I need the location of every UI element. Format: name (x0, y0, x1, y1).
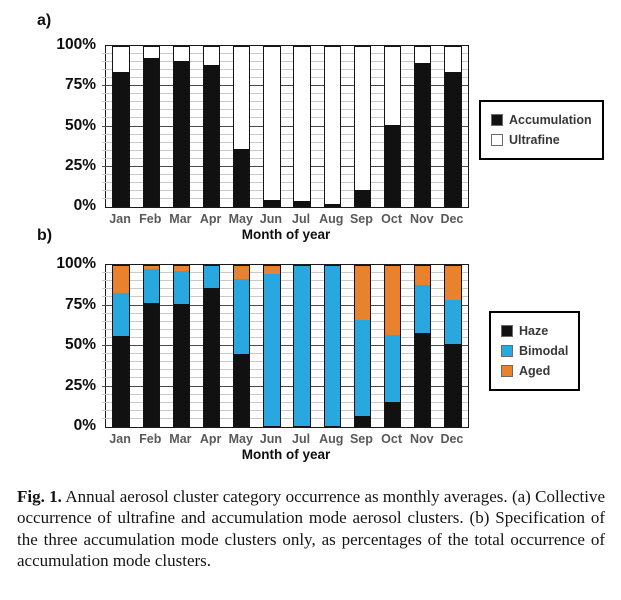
bar-segment-accumulation (113, 72, 128, 206)
bar-jun (263, 46, 280, 207)
legend-label-accumulation: Accumulation (509, 113, 592, 127)
x-tick-label-dec: Dec (440, 432, 464, 446)
bar-jun (263, 265, 280, 427)
bar-segment-ultrafine (385, 47, 400, 125)
bar-segment-bimodal (264, 274, 279, 426)
legend-item-ultrafine (491, 130, 592, 150)
x-tick-label-jan: Jan (109, 432, 131, 446)
bar-segment-aged (415, 266, 430, 285)
legend-swatch-haze (501, 325, 513, 337)
x-tick-label-nov: Nov (409, 432, 434, 446)
bar-segment-aged (264, 266, 279, 274)
bar-segment-ultrafine (445, 47, 460, 72)
legend-label-ultrafine: Ultrafine (509, 133, 560, 147)
bar-segment-accumulation (204, 65, 219, 207)
bar-segment-ultrafine (144, 47, 159, 58)
x-tick-label-oct: Oct (381, 212, 402, 226)
bar-segment-accumulation (234, 149, 249, 206)
bar-dec (444, 265, 461, 427)
x-tick-label-jun: Jun (259, 432, 283, 446)
bar-segment-ultrafine (174, 47, 189, 61)
bar-segment-aged (385, 266, 400, 335)
x-axis-title-a: Month of year (241, 227, 331, 242)
bar-segment-accumulation (144, 58, 159, 206)
bar-segment-bimodal (294, 266, 309, 426)
bar-segment-haze (415, 333, 430, 426)
x-tick-label-apr: Apr (199, 432, 222, 446)
y-tick-label-0: 0% (73, 197, 96, 214)
x-tick-label-may: May (228, 432, 253, 446)
bar-segment-bimodal (355, 320, 370, 416)
y-tick-label-25: 25% (64, 156, 96, 174)
bar-dec (444, 46, 461, 207)
bar-sep (354, 265, 371, 427)
bar-jan (112, 265, 129, 427)
bar-apr (203, 46, 220, 207)
bar-segment-accumulation (325, 204, 340, 206)
x-tick-label-aug: Aug (319, 212, 344, 226)
bar-segment-ultrafine (234, 47, 249, 149)
bar-segment-accumulation (264, 200, 279, 206)
x-tick-label-oct: Oct (381, 432, 402, 446)
legend-item-bimodal (501, 341, 568, 361)
x-axis-title-b: Month of year (241, 447, 331, 462)
bar-segment-bimodal (113, 293, 128, 336)
bar-segment-haze (174, 304, 189, 426)
caption-text: Annual aerosol cluster category occurrence as monthly averages. (a) Collective occurrence of ultrafine and accumulation mode aerosol clusters. (b) Specification of the three accumulation mode clusters only, as percentages of the total occurrence of accumulation mode clusters. (17, 487, 606, 571)
bar-segment-bimodal (144, 269, 159, 303)
legend-swatch-aged (501, 365, 513, 377)
bar-segment-haze (385, 402, 400, 426)
bar-segment-accumulation (174, 61, 189, 206)
bar-mar (173, 46, 190, 207)
y-tick-label-50: 50% (64, 336, 96, 353)
legend-label-aged: Aged (519, 364, 551, 378)
bar-may (233, 265, 250, 427)
x-tick-label-dec: Dec (440, 212, 464, 226)
bar-segment-ultrafine (264, 47, 279, 200)
bar-segment-accumulation (355, 190, 370, 206)
bar-segment-ultrafine (204, 47, 219, 64)
x-tick-label-mar: Mar (169, 212, 192, 226)
x-axis-a (105, 212, 467, 227)
bar-segment-aged (113, 266, 128, 293)
x-tick-label-sep: Sep (349, 432, 373, 446)
bar-segment-haze (113, 336, 128, 426)
bar-feb (143, 46, 160, 207)
x-tick-label-jan: Jan (109, 212, 131, 226)
y-tick-label-0: 0% (73, 417, 96, 434)
bar-segment-accumulation (415, 63, 430, 206)
panel-b-label: b) (37, 227, 53, 244)
bar-segment-aged (355, 266, 370, 320)
bar-segment-aged (234, 266, 249, 279)
y-tick-label-75: 75% (64, 295, 96, 313)
bar-apr (203, 265, 220, 427)
legend-b (489, 311, 580, 391)
bar-segment-accumulation (445, 72, 460, 206)
bar-sep (354, 46, 371, 207)
x-tick-label-sep: Sep (349, 212, 373, 226)
y-tick-label-100: 100% (56, 255, 96, 272)
x-tick-label-may: May (228, 212, 253, 226)
x-tick-label-feb: Feb (139, 212, 162, 226)
figure-caption (17, 486, 605, 572)
bar-segment-haze (204, 288, 219, 426)
x-tick-label-apr: Apr (199, 212, 222, 226)
y-tick-label-25: 25% (64, 376, 96, 394)
bar-segment-ultrafine (415, 47, 430, 63)
bar-aug (324, 46, 341, 207)
x-tick-label-jul: Jul (292, 432, 311, 446)
bar-mar (173, 265, 190, 427)
bar-may (233, 46, 250, 207)
bar-segment-bimodal (415, 285, 430, 333)
legend-swatch-accumulation (491, 114, 503, 126)
bar-segment-bimodal (234, 279, 249, 354)
bar-oct (384, 46, 401, 207)
bar-segment-bimodal (174, 271, 189, 305)
x-tick-label-jun: Jun (259, 212, 283, 226)
bar-jul (293, 46, 310, 207)
bar-nov (414, 265, 431, 427)
y-tick-label-75: 75% (64, 76, 96, 94)
bar-segment-bimodal (385, 335, 400, 402)
bar-jul (293, 265, 310, 427)
x-tick-label-feb: Feb (139, 432, 162, 446)
caption-figure-label: Fig. 1. (17, 487, 62, 506)
x-tick-label-jul: Jul (292, 212, 311, 226)
x-axis-b (105, 432, 467, 447)
legend-swatch-bimodal (501, 345, 513, 357)
bar-feb (143, 265, 160, 427)
bar-segment-bimodal (445, 300, 460, 345)
bar-jan (112, 46, 129, 207)
bar-nov (414, 46, 431, 207)
bar-oct (384, 265, 401, 427)
bar-segment-ultrafine (355, 47, 370, 190)
legend-a (479, 100, 604, 160)
bar-segment-ultrafine (294, 47, 309, 201)
y-axis-a (14, 36, 98, 214)
bar-segment-ultrafine (325, 47, 340, 204)
y-tick-label-50: 50% (64, 116, 96, 134)
legend-item-haze (501, 321, 568, 341)
legend-label-haze: Haze (519, 324, 549, 338)
x-tick-label-nov: Nov (409, 212, 434, 226)
x-tick-label-mar: Mar (169, 432, 192, 446)
y-tick-label-100: 100% (56, 36, 96, 53)
bar-aug (324, 265, 341, 427)
bar-segment-aged (445, 266, 460, 300)
bar-segment-bimodal (204, 266, 219, 288)
plot-area-a (105, 45, 469, 208)
bar-segment-haze (144, 303, 159, 426)
x-tick-label-aug: Aug (319, 432, 344, 446)
bar-segment-accumulation (385, 125, 400, 206)
bar-segment-haze (234, 354, 249, 426)
legend-item-accumulation (491, 110, 592, 130)
legend-item-aged (501, 361, 568, 381)
legend-swatch-ultrafine (491, 134, 503, 146)
bar-segment-bimodal (325, 266, 340, 426)
legend-label-bimodal: Bimodal (519, 344, 569, 358)
bar-segment-haze (355, 416, 370, 426)
y-axis-b (14, 255, 98, 434)
bar-segment-haze (445, 344, 460, 426)
plot-area-b (105, 264, 469, 428)
bar-segment-ultrafine (113, 47, 128, 72)
panel-a-label: a) (37, 12, 52, 29)
bar-segment-accumulation (294, 201, 309, 206)
